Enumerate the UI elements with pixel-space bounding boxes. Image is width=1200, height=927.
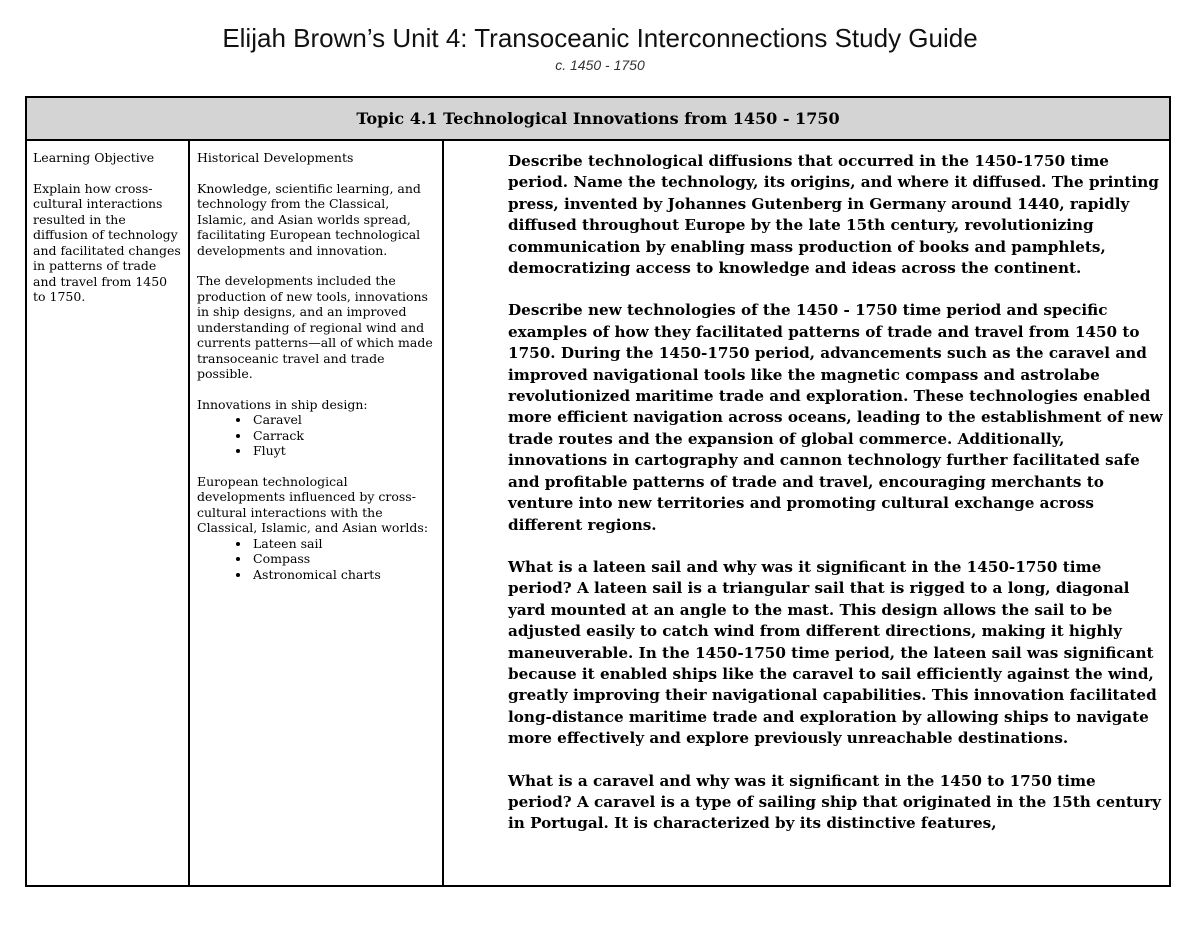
answers-column <box>444 141 1169 885</box>
answer-paragraph: Describe new technologies of the 1450 - 1750 time period and specific examples of how they facilitated patterns of trade and travel from 1450 to 1750. During the 1450-1750 period, advancements such as the caravel and improved navigational tools like the magnetic compass and astrolabe revolutionized maritime trade and exploration. These technologies enabled more efficient navigation across oceans, leading to the establishment of new trade routes and the expansion of global commerce. Additionally, innovations in cartography and cannon technology further facilitated safe and profitable patterns of trade and travel, encouraging merchants to venture into new territories and promoting cultural exchange across different regions. <box>508 301 1163 534</box>
document-title: Elijah Brown’s Unit 4: Transoceanic Interconnections Study Guide <box>222 23 978 53</box>
list-item: • Astronomical charts <box>251 567 436 583</box>
historical-developments-column <box>190 141 444 885</box>
list-item: • Carrack <box>251 428 436 444</box>
learning-objective-text: Explain how cross-cultural interactions resulted in the diffusion of technology and facilitated changes in patterns of trade and travel from 1450 to 1750. <box>33 180 181 304</box>
ship-design-list <box>197 412 436 459</box>
answer-paragraph: Describe technological diffusions that occurred in the 1450-1750 time period. Name the technology, its origins, and where it diffused. The printing press, invented by Johannes Gutenberg in Germany around 1440, rapidly diffused throughout Europe by the late 15th century, revolutionizing communication by enabling mass production of books and pamphlets, democratizing access to knowledge and ideas across the continent. <box>508 152 1159 278</box>
influences-label: European technological developments influenced by cross-cultural interactions with the Classical, Islamic, and Asian worlds: <box>197 473 429 535</box>
list-item: • Compass <box>251 551 436 567</box>
document-subtitle: c. 1450 - 1750 <box>555 57 645 73</box>
answer-paragraph: What is a lateen sail and why was it significant in the 1450-1750 time period? A lateen sail is a triangular sail that is rigged to a long, diagonal yard mounted at an angle to the mast. This design allows the sail to be adjusted easily to catch wind from different directions, making it highly maneuverable. In the 1450-1750 time period, the lateen sail was significant because it enabled ships like the caravel to sail efficiently against the wind, greatly improving their navigational capabilities. This innovation facilitated long-distance maritime trade and exploration by allowing ships to navigate more effectively and explore previously unreachable destinations. <box>508 557 1157 748</box>
list-item: • Caravel <box>251 412 436 428</box>
topic-header: Topic 4.1 Technological Innovations from 1450 - 1750 <box>27 98 1169 141</box>
study-guide-table <box>25 96 1171 887</box>
historical-developments-heading: Historical Developments <box>197 150 354 165</box>
ship-design-label: Innovations in ship design: <box>197 396 368 412</box>
historical-developments-para-2: The developments included the production of new tools, innovations in ship designs, and an improved understanding of regional wind and currents patterns—all of which made transoceanic travel and trade possible. <box>197 273 433 381</box>
answer-paragraph: What is a caravel and why was it significant in the 1450 to 1750 time period? A caravel is a type of sailing ship that originated in the 15th century in Portugal. It is characterized by its distinctive features, <box>508 771 1161 833</box>
list-item: • Lateen sail <box>251 536 436 552</box>
learning-objective-column <box>27 141 190 885</box>
learning-objective-heading: Learning Objective <box>33 150 155 165</box>
historical-developments-para-1: Knowledge, scientific learning, and technology from the Classical, Islamic, and Asian worlds spread, facilitating European technological developments and innovation. <box>197 180 421 258</box>
list-item: • Fluyt <box>251 443 436 459</box>
influences-list <box>197 536 436 583</box>
